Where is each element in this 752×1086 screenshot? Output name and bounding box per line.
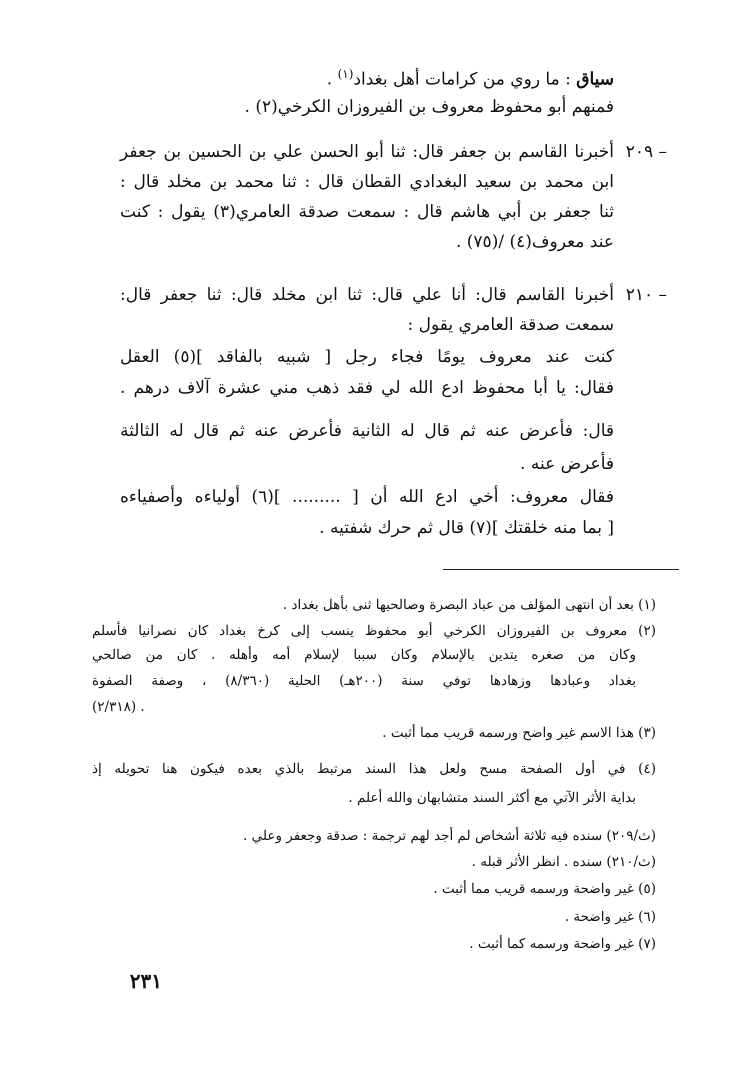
footnote: (٤) في أول الصفحة مسح ولعل هذا السند مرتبط بالذي بعده فيكون هنا تحويله إذ — [92, 761, 656, 777]
entry-210-line: فأعرض عنه . — [520, 454, 614, 474]
entry-210-line: كنت عند معروف يومًا فجاء رجل [ شبيه بالفاقد ](٥) العقل — [120, 347, 614, 367]
entry-209-line: عند معروف(٤) /(٧٥) . — [455, 232, 614, 252]
footnote: (٢) معروف بن الفيروزان الكرخي أبو محفوظ ينسب إلى كرخ بغداد كان نصرانيا فأسلم — [92, 623, 656, 639]
entry-210-line: سمعت صدقة العامري يقول : — [407, 315, 614, 335]
entry-210-line: [ بما منه خلقتك ](٧) قال ثم حرك شفتيه . — [319, 518, 614, 538]
footnote: (ث/٢١٠) سنده . انظر الأثر قبله . — [471, 854, 656, 870]
entry-210-line: أخبرنا القاسم قال: أنا علي قال: ثنا ابن مخلد قال: ثنا جعفر قال: — [120, 285, 614, 305]
entry-number-209: ٢٠٩ – — [625, 142, 667, 162]
footnote: (٦) غير واضحة . — [564, 909, 656, 925]
footnote: (٣) هذا الاسم غير واضح ورسمه قريب مما أثبت . — [382, 725, 656, 741]
heading-footnote-ref: (١) — [337, 67, 354, 81]
footnote: (١) بعد أن انتهى المؤلف من عباد البصرة وصالحيها ثنى بأهل بغداد . — [282, 597, 656, 613]
heading-text: : ما روي من كرامات أهل بغداد — [353, 69, 577, 90]
entry-209-line: ثنا جعفر بن أبي هاشم قال : سمعت صدقة العامري(٣) يقول : كنت — [120, 202, 614, 222]
heading-end: . — [326, 69, 338, 90]
entry-209-line: ابن محمد بن سعيد البغدادي القطان قال : ثنا محمد بن مخلد قال : — [120, 172, 614, 192]
footnote: (٥) غير واضحة ورسمه قريب مما أثبت . — [433, 881, 656, 897]
footnote-separator — [443, 569, 679, 570]
entry-209-line: أخبرنا القاسم بن جعفر قال: ثنا أبو الحسن علي بن الحسين بن جعفر — [120, 142, 614, 162]
entry-210-line: فقال معروف: أخي ادع الله أن [ ......... ](٦) أولياءه وأصفياءه — [120, 487, 614, 507]
entry-210-line: قال: فأعرض عنه ثم قال له الثانية فأعرض عنه ثم قال له الثالثة — [120, 421, 614, 441]
heading-label: سياق — [576, 69, 614, 90]
intro-line: فمنهم أبو محفوظ معروف بن الفيروزان الكرخي(٢) . — [244, 97, 614, 117]
entry-210-line: فقال: يا أبا محفوظ ادع الله لي فقد ذهب مني عشرة آلاف درهم . — [120, 378, 614, 398]
footnote: (٧) غير واضحة ورسمه كما أثبت . — [469, 936, 656, 952]
page-number: ٢٣١ — [129, 969, 162, 993]
footnote: وكان من صغره يتدين بالإسلام وكان سببا لإسلام أمه وأهله . كان من صالحي — [92, 647, 636, 663]
footnote: بغداد وعبادها وزهادها توفي سنة (٢٠٠هـ) الحلية (٨/٣٦٠) ، وصفة الصفوة — [92, 673, 636, 689]
footnote: (٢/٣١٨) . — [92, 699, 145, 715]
entry-number-210: ٢١٠ – — [625, 285, 667, 305]
footnote: (ث/٢٠٩) سنده فيه ثلاثة أشخاص لم أجد لهم ترجمة : صدقة وجعفر وعلي . — [243, 828, 656, 844]
section-heading — [114, 60, 614, 94]
footnote: بداية الأثر الآتي مع أكثر السند متشابهان والله أعلم . — [348, 790, 636, 806]
